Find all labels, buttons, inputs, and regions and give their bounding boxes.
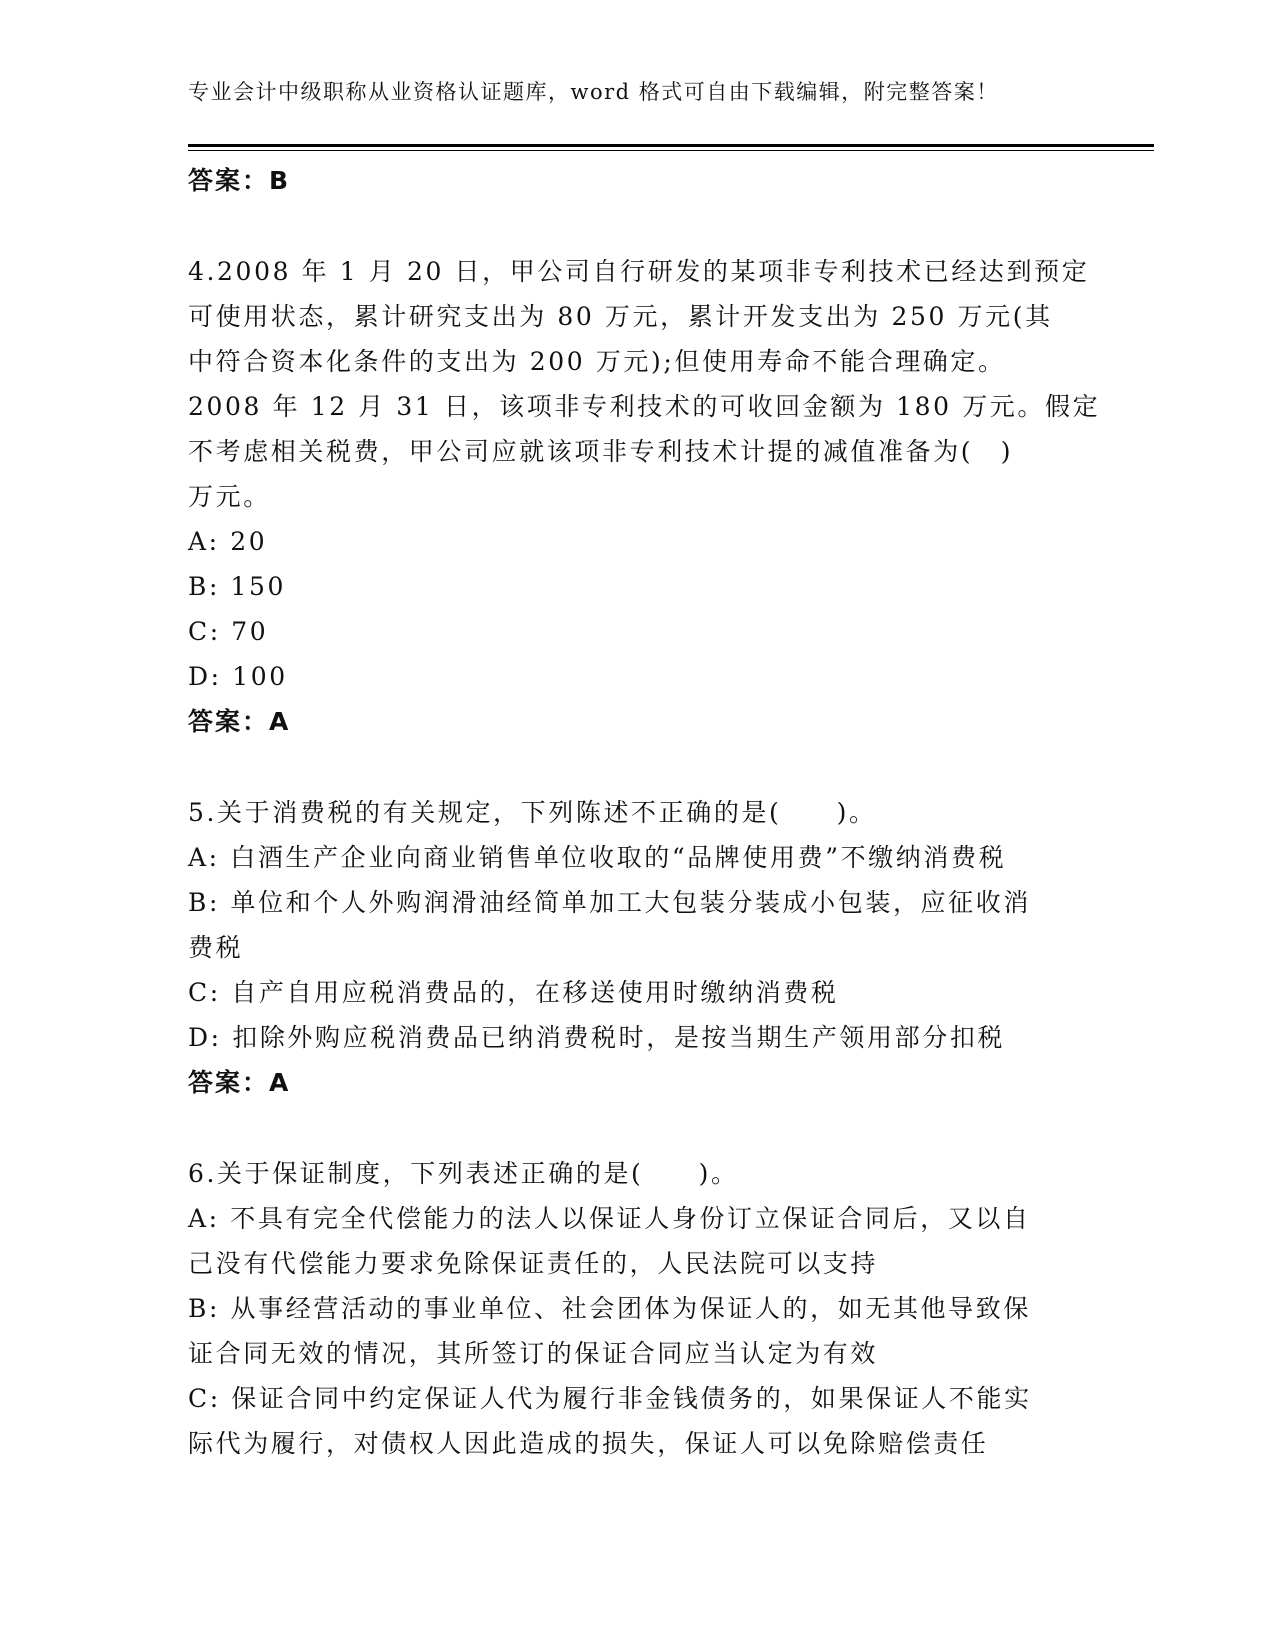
question-stem-line: 不考虑相关税费，甲公司应就该项非专利技术计提的减值准备为( )	[188, 437, 1014, 466]
spacer	[188, 203, 1088, 249]
option-c: C: 自产自用应税消费品的，在移送使用时缴纳消费税	[188, 978, 839, 1007]
header-rule-thick	[188, 144, 1154, 147]
question-stem-line: 4.2008 年 1 月 20 日，甲公司自行研发的某项非专利技术已经达到预定	[188, 257, 1090, 286]
question-stem-line: 中符合资本化条件的支出为 200 万元);但使用寿命不能合理确定。	[188, 347, 1006, 376]
option-b: B: 从事经营活动的事业单位、社会团体为保证人的，如无其他导致保	[188, 1294, 1031, 1323]
option-d: D: 扣除外购应税消费品已纳消费税时，是按当期生产领用部分扣税	[188, 1023, 1006, 1052]
document-body	[188, 158, 1101, 1466]
option-b: B: 150	[188, 572, 287, 601]
spacer	[188, 1105, 1088, 1151]
question-stem: 6.关于保证制度，下列表述正确的是( )。	[188, 1159, 739, 1188]
header-rule-thin	[188, 150, 1154, 151]
option-c: C: 保证合同中约定保证人代为履行非金钱债务的，如果保证人不能实	[188, 1384, 1032, 1413]
answer-previous: 答案：B	[188, 166, 291, 195]
option-c: C: 70	[188, 617, 269, 646]
question-4	[188, 249, 1101, 744]
option-a: A: 不具有完全代偿能力的法人以保证人身份订立保证合同后，又以自	[188, 1204, 1031, 1233]
option-a: A: 20	[188, 527, 268, 556]
question-5	[188, 790, 1088, 1105]
answer: 答案：A	[188, 707, 291, 736]
question-stem-line: 2008 年 12 月 31 日，该项非专利技术的可收回金额为 180 万元。假定	[188, 392, 1101, 421]
option-b: B: 单位和个人外购润滑油经简单加工大包装分装成小包装，应征收消	[188, 888, 1031, 917]
option-b-continued: 证合同无效的情况，其所签订的保证合同应当认定为有效	[188, 1339, 879, 1368]
answer: 答案：A	[188, 1068, 291, 1097]
option-c-continued: 际代为履行，对债权人因此造成的损失，保证人可以免除赔偿责任	[188, 1429, 989, 1458]
spacer	[188, 744, 1088, 790]
question-stem: 5.关于消费税的有关规定，下列陈述不正确的是( )。	[188, 798, 877, 827]
option-b-continued: 费税	[188, 933, 244, 962]
question-6	[188, 1151, 1088, 1466]
question-stem-line: 可使用状态，累计研究支出为 80 万元，累计开发支出为 250 万元(其	[188, 302, 1053, 331]
option-a-continued: 己没有代偿能力要求免除保证责任的，人民法院可以支持	[188, 1249, 879, 1278]
option-d: D: 100	[188, 662, 288, 691]
option-a: A: 白酒生产企业向商业销售单位收取的“品牌使用费”不缴纳消费税	[188, 843, 1007, 872]
page-header: 专业会计中级职称从业资格认证题库，word 格式可自由下载编辑，附完整答案！	[188, 80, 999, 104]
question-stem-line: 万元。	[188, 482, 271, 511]
